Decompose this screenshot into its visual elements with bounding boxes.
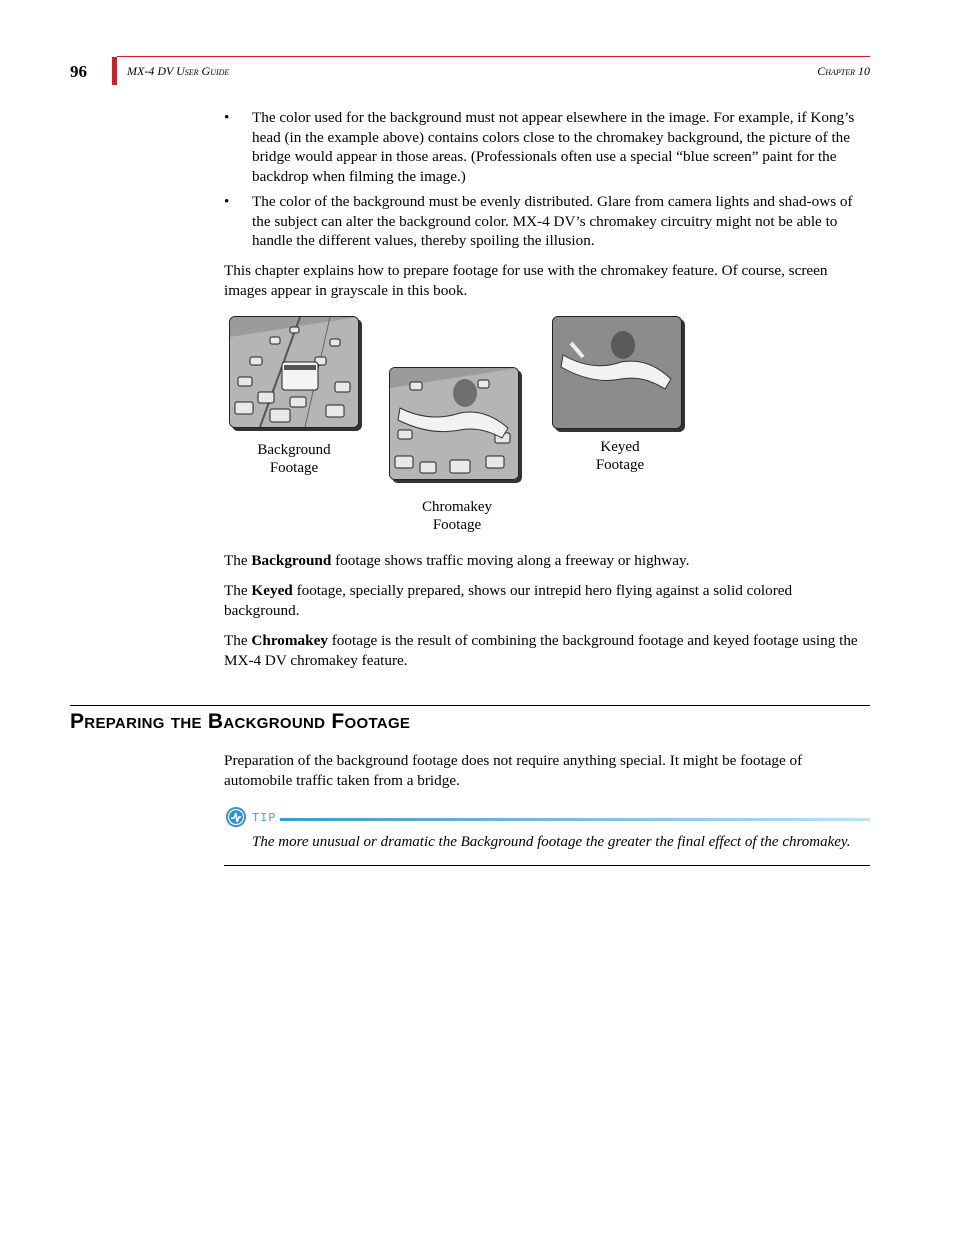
list-item-text: The color used for the background must not appear elsewhere in the image. For example, if Kong’s head (in the example above) contains colors close to the chromakey background, the picture of the bridge would appear in those areas. (Professionals often use a special “blue screen” paint for the backdrop when filming the image.): [252, 109, 855, 185]
running-header-chapter: Chapter 10: [817, 64, 870, 78]
tip-label: TIP: [252, 811, 277, 825]
term-keyed: Keyed: [251, 582, 293, 599]
section-heading: Preparing the Background Footage: [70, 710, 411, 733]
keyed-footage-caption: [566, 438, 674, 474]
bullet-symbol: •: [224, 193, 230, 210]
background-description: [224, 551, 870, 571]
caption-line: Background: [257, 442, 331, 458]
background-footage-caption: [240, 441, 348, 477]
caption-line: Chromakey: [422, 499, 492, 515]
caption-line: Footage: [432, 517, 482, 533]
chromakey-footage-caption: [403, 498, 511, 534]
page-number: 96: [70, 62, 87, 81]
bullet-symbol: •: [224, 109, 230, 126]
section-body: Preparation of the background footage does not require anything special. It might be footage of automobile traffic taken from a bridge.: [224, 752, 803, 789]
caption-line: Footage: [595, 457, 645, 473]
requirements-list: [224, 108, 870, 257]
chromakey-footage-image: [389, 367, 519, 480]
header-accent-bar: [112, 57, 117, 85]
tip-bottom-rule: [224, 865, 870, 866]
section-rule: [70, 705, 870, 706]
list-item: [224, 108, 870, 186]
caption-line: Footage: [269, 460, 319, 476]
tip-rule: [280, 818, 870, 821]
description-prefix: The: [224, 552, 252, 569]
running-header-title: MX-4 DV User Guide: [127, 64, 230, 78]
description-prefix: The: [224, 632, 252, 649]
description-text: footage shows traffic moving along a freeway or highway.: [331, 552, 690, 569]
keyed-description: [224, 581, 870, 620]
caption-line: Keyed: [600, 439, 640, 455]
keyed-footage-image: [552, 316, 682, 429]
tip-text: The more unusual or dramatic the Background footage the greater the final effect of the chromakey.: [252, 834, 851, 850]
term-background: Background: [251, 552, 332, 569]
description-text: footage, specially prepared, shows our intrepid hero flying against a solid colored background.: [224, 582, 793, 619]
list-item: [224, 192, 870, 251]
background-footage-image: [229, 316, 359, 428]
term-chromakey: Chromakey: [251, 632, 328, 649]
list-item-text: The color of the background must be evenly distributed. Glare from camera lights and shad-ows of the subject can alter the background color. MX-4 DV’s chromakey circuitry might not be able to handle the different values, thereby spoiling the illusion.: [252, 193, 853, 249]
header-rule: [117, 56, 870, 57]
description-prefix: The: [224, 582, 252, 599]
description-text: footage is the result of combining the background footage and keyed footage using the MX-4 DV chromakey feature.: [224, 632, 858, 669]
tip-icon: [225, 806, 247, 828]
intro-paragraph: This chapter explains how to prepare footage for use with the chromakey feature. Of course, screen images appear in grayscale in this book.: [224, 262, 828, 299]
chromakey-description: [224, 631, 870, 670]
